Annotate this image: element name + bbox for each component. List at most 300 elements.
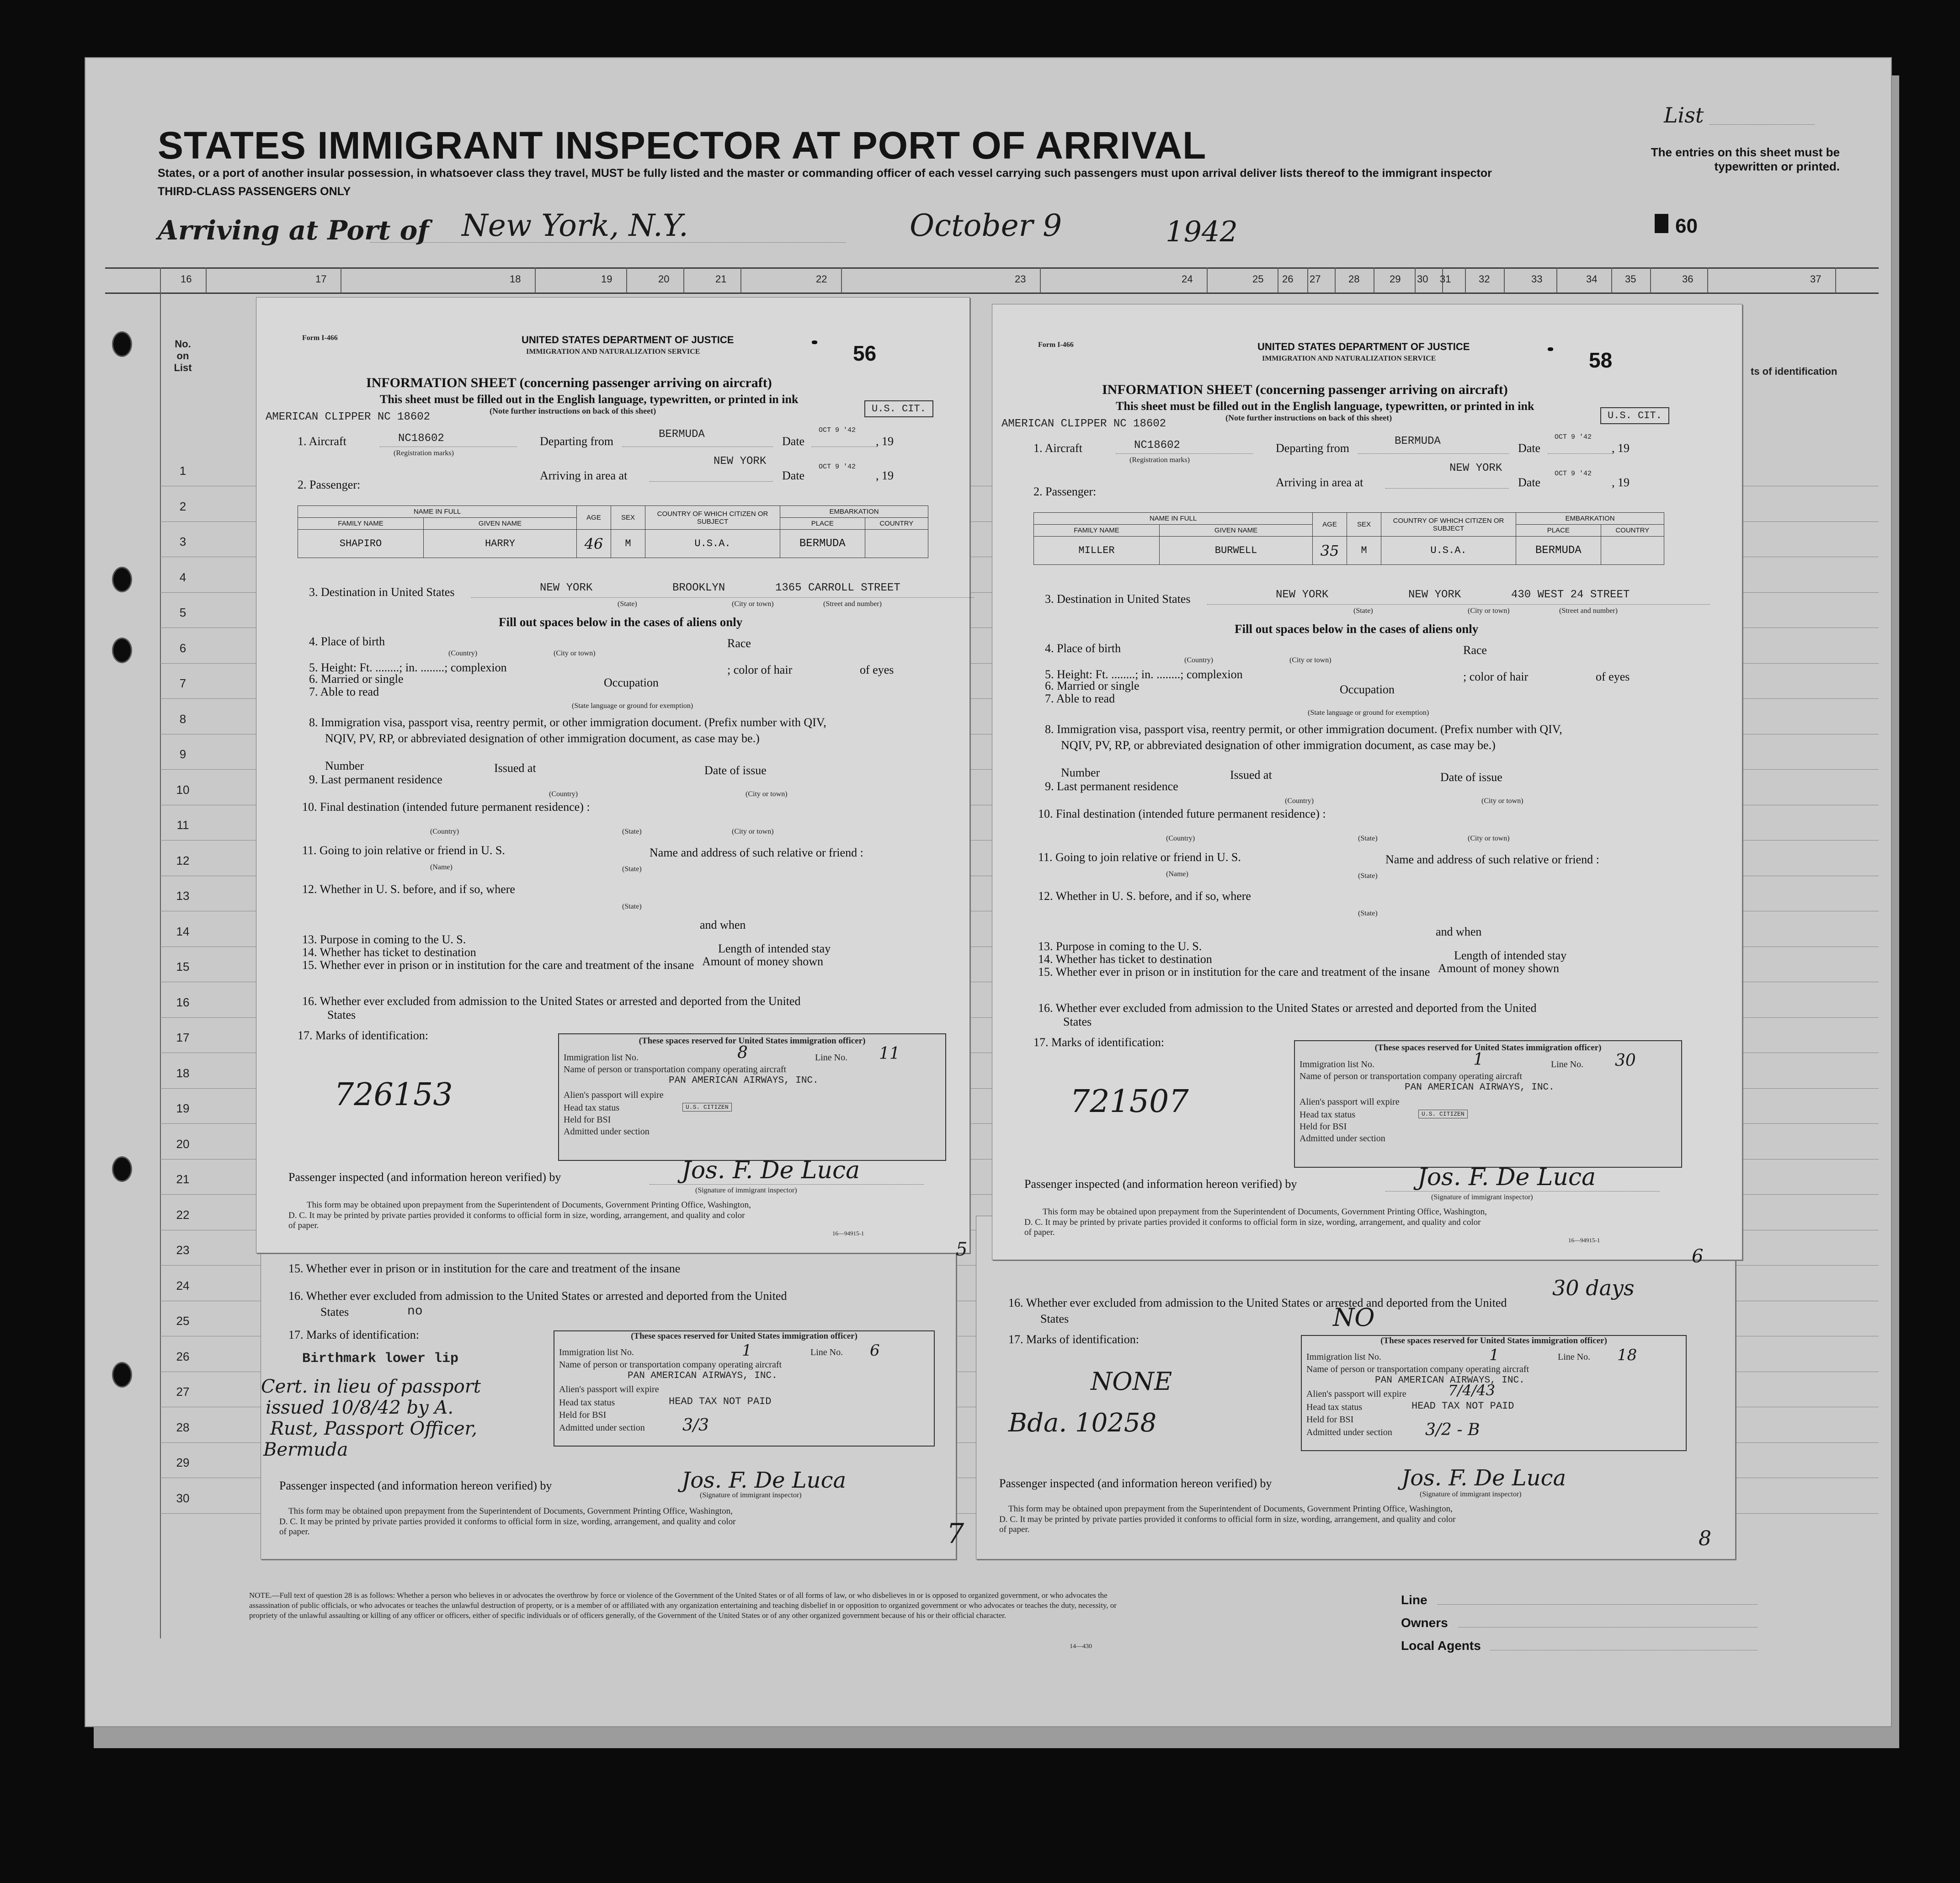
state-lbl: (State) [618, 600, 637, 608]
lower-q15: 15. Whether ever in prison or in institution for the care and treatment of the insane [288, 1262, 681, 1275]
issued-at: Issued at [1230, 768, 1272, 782]
embark-country [1601, 537, 1664, 565]
state-lbl: (State) [1353, 607, 1373, 615]
column-divider [1465, 267, 1466, 293]
lower-inspected: Passenger inspected (and information hereon verified) by [279, 1479, 552, 1492]
family-header: FAMILY NAME [1034, 525, 1160, 537]
binder-hole [112, 1362, 132, 1388]
signature-line [1385, 1191, 1660, 1192]
lower-obtain2: D. C. It may be printed by private parties provided it conforms to official form in size, wording, arrangement, and quality and color [999, 1515, 1456, 1524]
binder-hole [112, 567, 132, 592]
binder-hole [112, 331, 132, 357]
column-divider [206, 267, 207, 293]
immig-list-value: 8 [737, 1043, 748, 1062]
q16b: States [1063, 1015, 1092, 1028]
state-lbl: (State) [1358, 872, 1378, 880]
held-bsi-label: Held for BSI [1300, 1122, 1347, 1132]
column-number: 35 [1625, 273, 1636, 285]
embark-country [865, 530, 928, 558]
passport-exp-label: Alien's passport will expire [559, 1384, 659, 1394]
row-number: 16 [176, 995, 190, 1009]
sig-label: (Signature of immigrant inspector) [695, 1186, 797, 1194]
lower-sig-label: (Signature of immigrant inspector) [1420, 1490, 1522, 1498]
admitted-value: 3/2 - B [1425, 1420, 1480, 1439]
row-number: 24 [176, 1278, 190, 1293]
lower-signature: Jos. F. De Luca [682, 1468, 847, 1493]
age-value: 35 [1313, 537, 1347, 565]
obtain2: D. C. It may be printed by private parties provided it conforms to official form in size, wording, arrangement, and quality and color [288, 1211, 745, 1220]
departing-label: Departing from [1276, 441, 1350, 455]
country-header: COUNTRY [1601, 525, 1664, 537]
lower-obtain1: This form may be obtained upon prepayment from the Superintendent of Documents, Government Printing Office, Washington, [288, 1506, 733, 1516]
arriving-area: NEW YORK [1449, 462, 1502, 474]
city-lbl: (City or town) [1481, 797, 1523, 805]
column-divider [683, 267, 684, 293]
row-number: 14 [176, 924, 190, 938]
hand-note-line: Rust, Passport Officer, [270, 1418, 477, 1439]
obtain3: of paper. [288, 1221, 319, 1230]
family-value: SHAPIRO [298, 530, 424, 558]
line-no-value: 30 [1615, 1051, 1636, 1070]
reserved-title: (These spaces reserved for United States immigration officer) [639, 1036, 866, 1046]
obtain2: D. C. It may be printed by private parties provided it conforms to official form in size, wording, arrangement, and quality and color [1024, 1218, 1481, 1227]
held-bsi-label: Held for BSI [1306, 1415, 1354, 1425]
company-label: Name of person or transportation company operating aircraft [564, 1064, 787, 1074]
q8a: 8. Immigration visa, passport visa, reentry permit, or other immigration document. (Prefix number with QIV, [309, 716, 826, 729]
place-header: PLACE [780, 518, 865, 530]
q9: 9. Last permanent residence [309, 773, 442, 786]
gpo-code: 16—94915-1 [832, 1230, 864, 1237]
q7: 7. Able to read [309, 685, 379, 698]
lower-hand-note: Bda. 10258 [1008, 1408, 1157, 1438]
lower-q16-states: States [1040, 1312, 1069, 1325]
immig-list-label: Immigration list No. [1300, 1059, 1374, 1069]
corner-number: 6 [1692, 1246, 1704, 1267]
column-number: 31 [1440, 273, 1451, 285]
row-number: 1 [179, 464, 186, 478]
state-lbl: (State) [622, 865, 642, 873]
column-number: 18 [510, 273, 521, 285]
sheet-number: 58 [1589, 348, 1613, 372]
state-lbl: (State) [622, 903, 642, 910]
q11: 11. Going to join relative or friend in U. S. [302, 844, 505, 857]
city-lbl: (City or town) [1289, 656, 1332, 664]
column-divider [1307, 267, 1308, 293]
column-divider [1207, 267, 1208, 293]
passport-exp-label: Alien's passport will expire [1306, 1389, 1406, 1399]
q4: 4. Place of birth [309, 635, 385, 648]
column-divider [1040, 267, 1041, 293]
lower-marks: NONE [1091, 1367, 1172, 1396]
row-number: 21 [176, 1172, 190, 1186]
q5: 5. Height: Ft. ........; in. ........; complexion [309, 661, 507, 674]
reserved-box [1294, 1040, 1682, 1168]
hand-note-line: Bermuda [263, 1439, 348, 1460]
hand-note-line: Cert. in lieu of passport [261, 1376, 481, 1397]
inspected-label: Passenger inspected (and information hereon verified) by [1024, 1177, 1297, 1191]
admitted-label: Admitted under section [559, 1423, 645, 1433]
column-divider [1650, 267, 1651, 293]
row-number: 12 [176, 853, 190, 867]
company-value: PAN AMERICAN AIRWAYS, INC. [669, 1075, 819, 1086]
signature: Jos. F. De Luca [1417, 1164, 1596, 1191]
of-eyes: of eyes [1596, 670, 1630, 683]
length-stay: Length of intended stay [1454, 949, 1567, 962]
head-tax-label: Head tax status [1306, 1402, 1363, 1412]
marks-hand: 726153 [334, 1077, 453, 1113]
arriving-area: NEW YORK [714, 455, 767, 468]
dest-city: NEW YORK [1408, 589, 1461, 601]
owners-label: Owners [1401, 1616, 1448, 1630]
column-divider [535, 267, 536, 293]
arriving-label: Arriving at Port of [158, 215, 429, 246]
embark-header: EMBARKATION [1516, 513, 1664, 525]
street-lbl: (Street and number) [1559, 607, 1618, 615]
reg-label: (Registration marks) [394, 449, 454, 457]
row-number: 11 [176, 818, 189, 832]
gpo-code: 16—94915-1 [1568, 1237, 1600, 1244]
dept-title: UNITED STATES DEPARTMENT OF JUSTICE [1257, 341, 1470, 352]
column-number: 23 [1015, 273, 1026, 285]
country-lbl: (Country) [1285, 797, 1314, 805]
number-lbl: Number [1061, 766, 1100, 779]
row-number: 23 [176, 1243, 190, 1257]
city-lbl: (City or town) [732, 828, 774, 835]
dest-city: BROOKLYN [672, 582, 725, 594]
column-number: 24 [1182, 273, 1193, 285]
race: Race [727, 637, 751, 650]
dept-title: UNITED STATES DEPARTMENT OF JUSTICE [522, 334, 734, 346]
q15: 15. Whether ever in prison or in institution for the care and treatment of the insane [302, 958, 694, 972]
q14: 14. Whether has ticket to destination [302, 946, 476, 959]
lower-q16: 16. Whether ever excluded from admission to the United States or arrested and deported from the United [1008, 1296, 1507, 1309]
column-divider [1335, 267, 1336, 293]
immig-list-label: Immigration list No. [564, 1053, 639, 1063]
q12: 12. Whether in U. S. before, and if so, where [1038, 889, 1251, 903]
obtain1: This form may be obtained upon prepayment from the Superintendent of Documents, Government Printing Office, Washington, [1043, 1207, 1487, 1217]
q3-label: 3. Destination in United States [309, 585, 455, 599]
column-number: 16 [181, 273, 192, 285]
arrive-date: OCT 9 '42 [819, 463, 856, 471]
agents-label: Local Agents [1401, 1638, 1481, 1653]
nineteen: , 19 [1612, 476, 1630, 489]
column-number: 22 [816, 273, 827, 285]
lower-excluded: no [407, 1304, 423, 1319]
aircraft-value: NC18602 [1134, 439, 1180, 452]
form-id: Form I-466 [302, 334, 338, 342]
q13: 13. Purpose in coming to the U. S. [302, 933, 466, 946]
passport-exp-label: Alien's passport will expire [1300, 1097, 1400, 1107]
q1-label: 1. Aircraft [298, 435, 346, 448]
lower-obtain1: This form may be obtained upon prepayment from the Superintendent of Documents, Government Printing Office, Washington, [1008, 1504, 1453, 1514]
arriving-port: New York, N.Y. [462, 208, 688, 243]
lower-inspected: Passenger inspected (and information hereon verified) by [999, 1477, 1272, 1490]
country-header: COUNTRY [865, 518, 928, 530]
given-header: GIVEN NAME [1160, 525, 1313, 537]
obtain1: This form may be obtained upon prepayment from the Superintendent of Documents, Government Printing Office, Washington, [307, 1200, 751, 1210]
issued-at: Issued at [494, 761, 536, 775]
arriving-date: October 9 [910, 208, 1062, 243]
passenger-table [298, 505, 928, 558]
q8b: NQIV, PV, RP, or abbreviated designation of other immigration document, as case may be.) [1061, 739, 1496, 752]
held-bsi-label: Held for BSI [559, 1410, 607, 1420]
and-when: and when [700, 918, 746, 931]
page-number: 60 [1675, 215, 1698, 237]
race: Race [1463, 644, 1487, 657]
departing-value: BERMUDA [659, 428, 705, 441]
row-number: 28 [176, 1420, 190, 1434]
column-number: 34 [1586, 273, 1598, 285]
q13: 13. Purpose in coming to the U. S. [1038, 940, 1202, 953]
date-issue: Date of issue [704, 764, 767, 777]
form-id: Form I-466 [1038, 341, 1074, 349]
depart-date: OCT 9 '42 [1555, 433, 1592, 441]
no-on-list-header: No. on List [174, 338, 192, 373]
clipper-stamp: AMERICAN CLIPPER NC 18602 [266, 411, 431, 423]
lower-reserved-box [554, 1330, 935, 1447]
date-line [1548, 453, 1612, 454]
lower-obtain3: of paper. [999, 1525, 1030, 1534]
column-number: 19 [601, 273, 612, 285]
column-divider [1835, 267, 1836, 293]
line-no-value: 18 [1617, 1346, 1637, 1364]
lower-q16-states: States [320, 1305, 349, 1319]
row-number: 9 [179, 747, 186, 761]
aliens-only: Fill out spaces below in the cases of aliens only [499, 615, 743, 629]
row-number: 8 [179, 712, 186, 726]
date-label: Date [1518, 441, 1541, 455]
column-divider [626, 267, 627, 293]
ink-mark [1548, 347, 1553, 351]
line-no-value: 11 [879, 1044, 900, 1063]
state-lang: (State language or ground for exemption) [1308, 709, 1429, 717]
line-label: Line [1401, 1593, 1427, 1607]
age-value: 46 [577, 530, 611, 558]
q11: 11. Going to join relative or friend in U. S. [1038, 851, 1241, 864]
dest-street: 1365 CARROLL STREET [775, 582, 900, 594]
q8b: NQIV, PV, RP, or abbreviated designation of other immigration document, as case may be.) [325, 732, 760, 745]
q10: 10. Final destination (intended future permanent residence) : [1038, 807, 1326, 820]
line-blank [1438, 1604, 1758, 1605]
row-number: 10 [176, 782, 190, 797]
arriving-label: Arriving in area at [540, 469, 628, 482]
name-addr: Name and address of such relative or friend : [1385, 853, 1599, 866]
arriving-line [650, 481, 773, 482]
company-value: PAN AMERICAN AIRWAYS, INC. [628, 1371, 778, 1381]
column-divider [841, 267, 842, 293]
sex-value: M [611, 530, 645, 558]
list-label: List [1664, 103, 1704, 128]
q10: 10. Final destination (intended future permanent residence) : [302, 800, 590, 814]
corner-number: 5 [956, 1239, 968, 1260]
column-divider [1611, 267, 1612, 293]
country-lbl: (Country) [430, 828, 459, 835]
street-lbl: (Street and number) [823, 600, 882, 608]
q17: 17. Marks of identification: [298, 1029, 428, 1042]
place-header: PLACE [1516, 525, 1601, 537]
list-line [1710, 124, 1815, 125]
admitted-label: Admitted under section [564, 1127, 650, 1137]
row-number: 20 [176, 1137, 190, 1151]
manifest-third-class: THIRD-CLASS PASSENGERS ONLY [158, 185, 351, 198]
immig-list-value: 1 [1473, 1050, 1484, 1069]
depart-date: OCT 9 '42 [819, 426, 856, 434]
column-divider [1415, 267, 1416, 293]
row-number: 2 [179, 499, 186, 513]
age-header: AGE [1313, 513, 1347, 537]
q16b: States [327, 1008, 356, 1021]
q6: 6. Married or single [1045, 679, 1140, 692]
passenger-table [1033, 512, 1664, 565]
admitted-value: 3/3 [682, 1416, 709, 1435]
citizen-header: COUNTRY OF WHICH CITIZEN OR SUBJECT [1381, 513, 1516, 537]
date-label: Date [782, 435, 805, 448]
line-no-label: Line No. [810, 1347, 843, 1357]
row-number: 27 [176, 1385, 190, 1399]
column-number: 29 [1390, 273, 1401, 285]
money: Amount of money shown [702, 955, 824, 968]
left-col-divider [160, 267, 161, 1638]
column-number: 28 [1348, 273, 1360, 285]
q8a: 8. Immigration visa, passport visa, reentry permit, or other immigration document. (Prefix number with QIV, [1045, 723, 1562, 736]
nineteen: , 19 [1612, 441, 1630, 455]
date-label: Date [1518, 476, 1541, 489]
state-lbl: (State) [622, 828, 642, 835]
aircraft-line [1116, 453, 1253, 454]
name-addr: Name and address of such relative or friend : [650, 846, 863, 859]
name-lbl: (Name) [1166, 870, 1188, 878]
must-fill: This sheet must be filled out in the English language, typewritten, or printed in ink [1116, 399, 1534, 413]
q14: 14. Whether has ticket to destination [1038, 952, 1212, 966]
embark-value: BERMUDA [1516, 537, 1601, 565]
citizen-value: U.S.A. [645, 530, 780, 558]
marks-hand: 721507 [1070, 1084, 1189, 1120]
arriving-label: Arriving in area at [1276, 476, 1363, 489]
row-number: 17 [176, 1031, 190, 1044]
q2-label: 2. Passenger: [1033, 485, 1097, 498]
lower-marks: Birthmark lower lip [302, 1351, 459, 1367]
clipper-stamp: AMERICAN CLIPPER NC 18602 [1001, 418, 1166, 430]
head-tax-label: Head tax status [559, 1398, 615, 1408]
binder-hole [112, 638, 132, 663]
sig-label: (Signature of immigrant inspector) [1431, 1193, 1533, 1201]
signature-line [650, 1184, 924, 1185]
head-tax-value: HEAD TAX NOT PAID [1411, 1400, 1514, 1412]
city-lbl: (City or town) [1468, 607, 1510, 615]
date-label: Date [782, 469, 805, 482]
row-number: 18 [176, 1066, 190, 1080]
company-label: Name of person or transportation company operating aircraft [559, 1360, 782, 1370]
lower-form-right [976, 1216, 1736, 1559]
header-rule-bottom [105, 293, 1879, 294]
column-number: 21 [715, 273, 727, 285]
binder-hole [112, 1156, 132, 1182]
company-label: Name of person or transportation company operating aircraft [1306, 1364, 1529, 1374]
sheet-number: 56 [853, 341, 877, 365]
row-number: 15 [176, 960, 190, 973]
lower-obtain2: D. C. It may be printed by private parties provided it conforms to official form in size, wording, arrangement, and quality and color [279, 1517, 736, 1527]
entries-note: The entries on this sheet must be typewritten or printed. [1651, 145, 1840, 173]
column-number: 27 [1310, 273, 1321, 285]
ink-mark [812, 340, 817, 344]
country-lbl: (Country) [549, 790, 578, 798]
lower-hand-note [261, 1376, 481, 1460]
see-note: (Note further instructions on back of this sheet) [490, 406, 656, 415]
info-sheet-right [992, 304, 1742, 1267]
row-number: 5 [179, 606, 186, 619]
sheet-title: INFORMATION SHEET (concerning passenger arriving on aircraft) [366, 375, 772, 390]
lower-q17: 17. Marks of identification: [288, 1328, 419, 1341]
hand-note-line: issued 10/8/42 by A. [266, 1397, 454, 1418]
row-number: 29 [176, 1456, 190, 1469]
immig-list-value: 1 [1489, 1346, 1499, 1364]
question-28-note: NOTE.—Full text of question 28 is as follows: Whether a person who believes in or advocates the overthrow by force or violence of the Government of the United States or of all forms of law, or who disbelieves in or is opposed to organized government, or who advocates the assassination of public officials, or who advocates or teaches the unlawful destruction of property, or is a member of or affiliated with any organization entertaining and teaching disbelief in or opposition to organized government or who advocates or teaches the duty, necessity, or propriety of the unlawful assaulting or killing of any officer or officers, either of specific individuals or of officers generally, of the Government of the United States or of any other organized government because of his or their official character. [249, 1591, 1117, 1620]
citizen-stamp: U.S. CIT. [1600, 407, 1669, 424]
departing-value: BERMUDA [1395, 435, 1441, 447]
color-hair: ; color of hair [1463, 670, 1529, 683]
given-value: HARRY [424, 530, 577, 558]
q9: 9. Last permanent residence [1045, 780, 1178, 793]
column-number: 37 [1810, 273, 1822, 285]
q4: 4. Place of birth [1045, 642, 1121, 655]
owners-blank [1458, 1627, 1758, 1628]
row-number: 3 [179, 535, 186, 548]
arriving-year: 1942 [1166, 215, 1238, 248]
row-number: 25 [176, 1314, 190, 1328]
given-header: GIVEN NAME [424, 518, 577, 530]
money: Amount of money shown [1438, 962, 1560, 975]
q6: 6. Married or single [309, 672, 404, 686]
lower-stay: 30 days [1552, 1276, 1635, 1300]
q15: 15. Whether ever in prison or in institution for the care and treatment of the insane [1038, 965, 1430, 979]
state-lbl: (State) [1358, 910, 1378, 917]
q2-label: 2. Passenger: [298, 478, 361, 491]
column-number: 26 [1282, 273, 1294, 285]
lower-corner-num: 8 [1699, 1527, 1711, 1550]
dest-street: 430 WEST 24 STREET [1511, 589, 1630, 601]
sex-header: SEX [1347, 513, 1381, 537]
sex-value: M [1347, 537, 1381, 565]
name-in-full: NAME IN FULL [1034, 513, 1313, 525]
lower-corner-num: 7 [947, 1518, 964, 1550]
embark-value: BERMUDA [780, 530, 865, 558]
company-value: PAN AMERICAN AIRWAYS, INC. [1375, 1375, 1525, 1386]
company-value: PAN AMERICAN AIRWAYS, INC. [1405, 1082, 1555, 1093]
reserved-title: (These spaces reserved for United States immigration officer) [1374, 1043, 1602, 1053]
lower-sig-label: (Signature of immigrant inspector) [700, 1491, 802, 1499]
city-lbl: (City or town) [732, 600, 774, 608]
q3-label: 3. Destination in United States [1045, 592, 1191, 606]
column-number: 30 [1417, 273, 1428, 285]
age-header: AGE [577, 506, 611, 530]
immig-list-value: 1 [742, 1341, 752, 1360]
citizen-header: COUNTRY OF WHICH CITIZEN OR SUBJECT [645, 506, 780, 530]
embark-header: EMBARKATION [780, 506, 928, 518]
lower-excluded: NO [1333, 1303, 1375, 1332]
country-lbl: (Country) [1184, 656, 1214, 664]
length-stay: Length of intended stay [718, 942, 831, 955]
lower-signature: Jos. F. De Luca [1401, 1465, 1566, 1491]
q16a: 16. Whether ever excluded from admission to the United States or arrested and deported from the United [302, 995, 801, 1008]
state-lbl: (State) [1358, 835, 1378, 842]
number-lbl: Number [325, 759, 364, 772]
obtain3: of paper. [1024, 1228, 1055, 1237]
of-eyes: of eyes [860, 663, 894, 676]
dest-line [471, 597, 974, 598]
aircraft-value: NC18602 [398, 432, 444, 445]
lower-q17: 17. Marks of identification: [1008, 1333, 1139, 1346]
column-number: 33 [1531, 273, 1543, 285]
